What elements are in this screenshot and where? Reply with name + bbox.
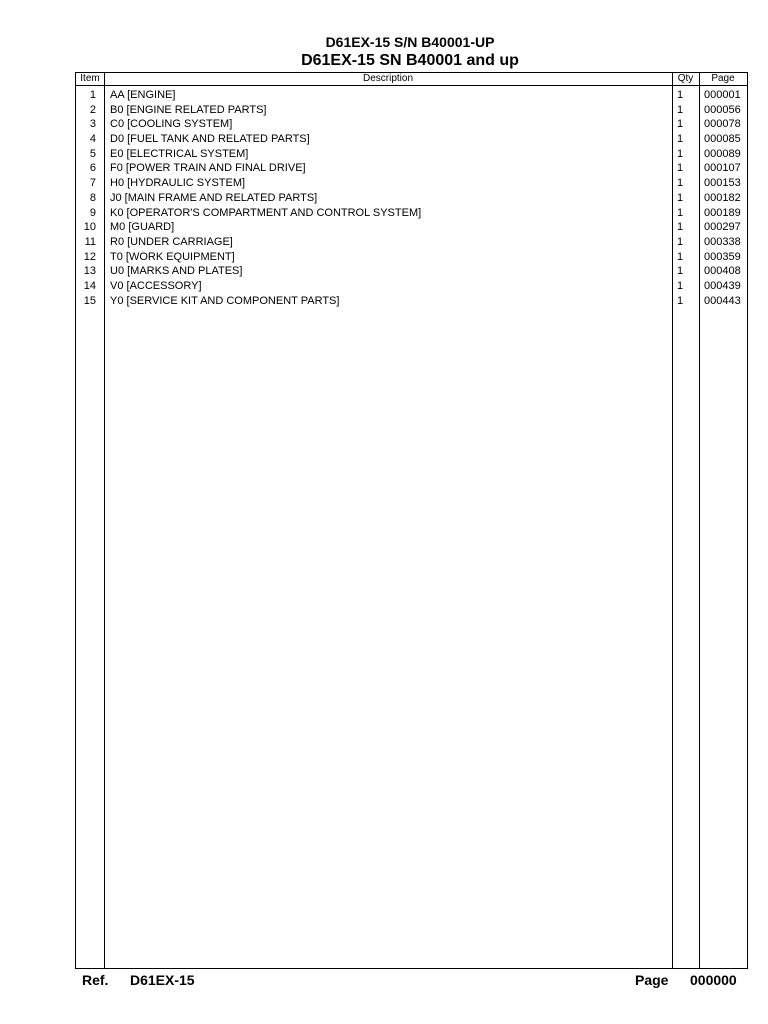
row-page: 000085 [704,133,741,146]
row-description: AA [ENGINE] [110,89,176,101]
row-qty: 1 [677,162,684,175]
table-row[interactable] [76,191,747,206]
row-item-number: 8 [89,191,96,204]
row-qty: 1 [677,279,684,292]
row-qty: 1 [677,206,684,219]
row-page: 000408 [704,265,741,278]
footer-page-number: 000000 [690,972,737,988]
row-item-number: 7 [89,177,96,190]
header-divider [76,85,747,86]
table-row[interactable] [76,161,747,176]
row-qty: 1 [677,133,684,146]
row-description: J0 [MAIN FRAME AND RELATED PARTS] [110,191,318,204]
row-description: K0 [OPERATOR'S COMPARTMENT AND CONTROL SYSTEM] [110,206,422,219]
row-item-number: 1 [89,89,96,101]
row-page: 000056 [704,103,741,116]
parts-index-table [75,72,748,969]
table-row[interactable] [76,250,747,265]
table-row[interactable] [76,103,747,118]
row-description: E0 [ELECTRICAL SYSTEM] [110,147,249,160]
row-qty: 1 [677,294,684,307]
table-row[interactable] [76,206,747,221]
table-row[interactable] [76,176,747,191]
row-description: F0 [POWER TRAIN AND FINAL DRIVE] [110,162,306,175]
row-page: 000153 [704,177,741,190]
row-page: 000001 [704,89,741,101]
row-description: D0 [FUEL TANK AND RELATED PARTS] [110,133,310,146]
row-qty: 1 [677,250,684,263]
document-subtitle: D61EX-15 SN B40001 and up [301,52,519,69]
row-item-number: 15 [83,294,96,307]
row-description: T0 [WORK EQUIPMENT] [110,250,235,263]
row-qty: 1 [677,89,684,101]
row-item-number: 4 [89,133,96,146]
footer-model: D61EX-15 [130,972,195,988]
row-description: Y0 [SERVICE KIT AND COMPONENT PARTS] [110,294,340,307]
row-page: 000297 [704,221,741,234]
row-item-number: 10 [83,221,96,234]
table-row[interactable] [76,279,747,294]
row-description: U0 [MARKS AND PLATES] [110,265,243,278]
table-row[interactable] [76,294,747,309]
row-description: C0 [COOLING SYSTEM] [110,118,233,131]
row-page: 000182 [704,191,741,204]
row-description: M0 [GUARD] [110,221,175,234]
row-qty: 1 [677,103,684,116]
row-item-number: 2 [89,103,96,116]
row-qty: 1 [677,177,684,190]
row-item-number: 11 [84,235,96,248]
column-header-qty: Qty [677,73,694,84]
row-page: 000439 [704,279,741,292]
row-item-number: 12 [83,250,96,263]
table-row[interactable] [76,88,747,103]
table-row[interactable] [76,132,747,147]
row-item-number: 5 [89,147,96,160]
row-qty: 1 [677,191,684,204]
column-header-page: Page [711,73,735,84]
row-qty: 1 [677,221,684,234]
table-row[interactable] [76,147,747,162]
footer-page-label: Page [635,972,669,988]
row-description: V0 [ACCESSORY] [110,279,202,292]
row-description: R0 [UNDER CARRIAGE] [110,235,233,248]
row-qty: 1 [677,118,684,131]
column-header-item: Item [80,73,100,84]
column-header-description: Description [362,73,414,84]
row-qty: 1 [677,265,684,278]
document-title: D61EX-15 S/N B40001-UP [325,34,495,50]
row-page: 000078 [704,118,741,131]
row-item-number: 3 [89,118,96,131]
row-page: 000338 [704,235,741,248]
row-item-number: 14 [83,279,96,292]
row-page: 000089 [704,147,741,160]
table-row[interactable] [76,235,747,250]
row-description: B0 [ENGINE RELATED PARTS] [110,103,267,116]
row-item-number: 9 [89,206,96,219]
row-description: H0 [HYDRAULIC SYSTEM] [110,177,246,190]
row-qty: 1 [677,147,684,160]
table-row[interactable] [76,264,747,279]
row-page: 000359 [704,250,741,263]
row-item-number: 13 [83,265,96,278]
row-qty: 1 [677,235,684,248]
table-row[interactable] [76,117,747,132]
row-page: 000189 [704,206,741,219]
row-item-number: 6 [89,162,96,175]
table-body [76,88,747,308]
table-row[interactable] [76,220,747,235]
row-page: 000107 [704,162,741,175]
row-page: 000443 [704,294,741,307]
footer-ref-label: Ref. [82,972,109,988]
